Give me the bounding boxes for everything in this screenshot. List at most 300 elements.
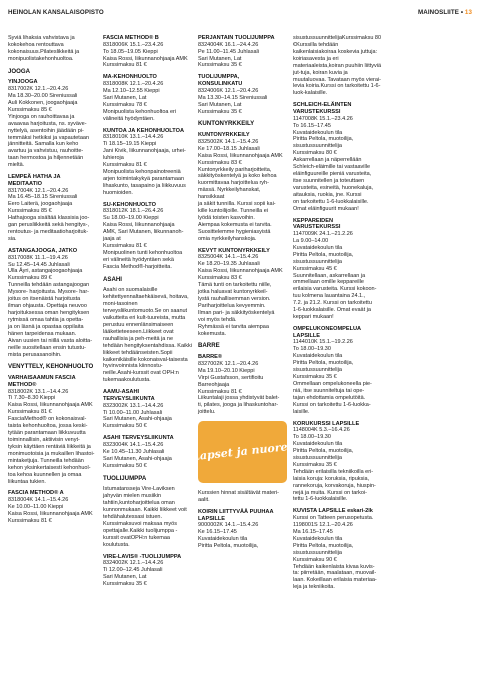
course-line: niä, itse suunniteltuja tai ope- (293, 387, 365, 394)
course-line: sisustussuunnittelija (293, 35, 342, 41)
course-line: 1148004K 5.3.–16.4.26 (293, 427, 350, 434)
course-line: omia nyrkkeilyhanskoja. (198, 235, 257, 242)
course-line: 8325002K 14.1.–15.4.26 (198, 138, 259, 145)
course-line: sisustussuunnittelija (293, 258, 342, 265)
course-line: Ma 12.10–12.55 Kieppi (103, 88, 160, 95)
course-line: sisustussuunnittelija (293, 549, 342, 556)
course-line: laan. Kokeillaan erilaisia materiaa- (293, 577, 377, 584)
course-line: Jani Kivik, liikunnanohjaaja, urhei- (103, 148, 186, 155)
course-line: 8317004K 12.1.–20.4.26 (8, 187, 69, 194)
course-line: Kurssimaksu 80 € (293, 150, 337, 157)
course-block (8, 79, 97, 169)
column-1-top (8, 35, 97, 358)
course-line: Kaikki tuolijumppa -kurssit ovat (103, 527, 178, 541)
course-line: Ma 16.45–18.15 Sireniussali (8, 194, 78, 201)
course-line: hyvän mielen musiikin tahtiin, (103, 493, 162, 507)
course-line: 8318010K 13.1.–14.4.26 (103, 134, 164, 141)
course-line: Kaisa Rossi, liikunnanohjaaja AMK (198, 268, 283, 275)
column-4 (293, 35, 382, 596)
paragraph (198, 490, 287, 504)
course-line: Kaisa Rossi, liikunnanohjaaja AMK (198, 152, 283, 159)
course-line: Kurssimaksu 50 € (103, 462, 147, 469)
course-line: tajan ehdottamia ompelutöitä. (293, 394, 366, 401)
course-line: luovaa. Tavataan myös vierai- (308, 76, 381, 83)
course-block (103, 554, 192, 588)
course-line: tuureista, mutta perustuu ennen (103, 314, 186, 328)
course-line: 1144010K 15.1.–19.2.26 (293, 339, 353, 346)
course-line: Piritta Peltola, muotoilija, (293, 251, 354, 258)
course-title: KONSULINKATU (198, 81, 243, 88)
course-line: sisustussuunnittelija (293, 454, 342, 461)
course-line: Barreohjaaja (198, 381, 230, 388)
course-line: Kuvataidekoulun tila (293, 441, 343, 448)
course-line: Askarrellaan ja näperrellään (293, 157, 362, 164)
column-1-bottom (8, 363, 97, 524)
course-line: Tehdään kaikenlaista kivaa kuvis- (293, 563, 375, 570)
course-line: joitus on itsenäistä harjoitusta (8, 296, 81, 303)
course-line: seisten. (141, 349, 161, 356)
section-heading: JOOGA (8, 67, 31, 75)
course-line: Kurssimaksu 80 € (293, 35, 382, 48)
course-line: Ilman pari- ja säkkityöskentelyä (198, 309, 275, 316)
course-line: Ma 16.15–17.45 (293, 528, 333, 535)
course-block (8, 490, 97, 524)
course-title: VARUSTEKURSSI (293, 224, 341, 231)
course-line: kehonhuoltoa. (38, 55, 74, 62)
course-line: Piritta Peltola, muotoilija, (198, 543, 259, 550)
course-line: avaavaa harjoitusta, ns. syväve- (8, 120, 87, 127)
course-line: halutessasi istuen. Kurssimaksu (103, 514, 163, 527)
course-line: AMK, Sari Mutanen, liikunnanoh- (103, 229, 184, 236)
course-title: AAMU-ASAHI (103, 389, 140, 396)
course-line: ta: piirretään, maalataan, muovail- (293, 570, 377, 577)
course-line: La 9.00–14.00 (293, 237, 329, 244)
course-line: säkkityöskentelyä ja koko kehoa (198, 173, 277, 180)
course-line: Kaisa Rossi, liikunnanohjaaja AMK (103, 55, 188, 62)
course-line: Ke 16.15–17.45 (198, 529, 237, 536)
course-line: Istumatansseja Vire-Laviksen ja (103, 486, 175, 500)
course-title: SCHLEICH-ELÄINTEN (293, 102, 352, 109)
course-line: kuntoharjoittelua oman kunnon (103, 500, 175, 514)
course-title: VARUSTEKURSSI (293, 109, 341, 115)
course-line: huomioiden. (103, 189, 133, 196)
course-line: Fascia Method®-harjoitteita. (103, 263, 172, 270)
course-line: tuja, koiran kuvia ja muuta (293, 69, 348, 83)
course-line: neille suositellaan ensin tutustu- (8, 344, 86, 351)
course-line: 1198001S 12.1.–20.4.26 (293, 522, 353, 529)
course-line: mukaan. Kaikki liikkeet voit tehdä (103, 507, 187, 521)
paragraph (103, 287, 192, 384)
page-header (8, 9, 472, 35)
course-title: BARRE® (198, 354, 223, 361)
course-title: SU-KEHONHUOLTO (103, 201, 156, 208)
course-line: 8318006K 15.1.–23.4.26 (103, 41, 164, 48)
course-line: lystä rauhallisemman version. (198, 295, 271, 302)
course-line: joittelu. (198, 409, 216, 416)
course-line: Sari Mutanen, Lat (103, 94, 147, 101)
course-line: gan perusliikkeitä sekä hengitys-, (8, 222, 90, 229)
course-line: kille kuntoilijoille. Tunneilla ei (198, 208, 269, 215)
course-line: Ke 10.00–11.00 Kieppi (8, 504, 64, 511)
course-title: LEMPEÄ HATHA JA (8, 174, 61, 181)
course-line: 8323002K 13.1.–14.4.26 (103, 402, 164, 409)
course-block (293, 326, 382, 416)
course-line: Sari Mutanen, Lat (198, 101, 242, 108)
course-line: hänen tarpeidensa mukaan. (8, 330, 77, 337)
course-title: VARHAISAAMUN FASCIA (8, 375, 76, 382)
course-line: Kurssimaksu 81 € (8, 517, 52, 524)
course-line: Schleich-eläimille tai vastaaville (293, 164, 371, 171)
course-line: Kurssimaksu 83 € (198, 159, 242, 166)
paragraph (103, 486, 192, 548)
course-line: 8325004K 14.1.–15.4.26 (198, 254, 259, 261)
course-line: Kurssimaksu 50 € (103, 423, 147, 430)
course-title: TERVEYSLIIKUNTA (103, 395, 155, 402)
course-line: Kurssimaksu 89 € (8, 275, 52, 282)
course-title: METHOD® (8, 381, 37, 388)
course-line: Kuvataidekoulun tila (293, 129, 343, 136)
course-line: Sopii kaikenikäisille kokonaisval- (103, 349, 173, 363)
course-line: leja ja tekniikoita. (293, 584, 335, 591)
course-block (198, 132, 287, 243)
course-line: Ke 10.45–11.30 Juhlasali (103, 448, 165, 455)
course-line: OPH:n tukemaa koulutusta. (103, 534, 170, 548)
section-heading: VENYTTELY, KEHONHUOLTO (8, 363, 94, 371)
course-line: 1147008K 15.1.–23.4.26 (293, 115, 353, 122)
course-title: PERJANTAIN TUOLIJUMPPA (198, 35, 275, 41)
course-line: luhieroja (103, 155, 124, 162)
course-line: toa kehoa kuunnellen ja omaa (8, 471, 82, 478)
course-line: Eero Laiterä, joogaohjaaja (8, 201, 73, 208)
course-line: Ti 18.15–19.15 Kieppi (103, 141, 157, 148)
course-line: rannekoruja, korvakoruja, hiuspin- (293, 482, 376, 489)
course-line: Tämä tunti on tarkoitettu niille, (198, 282, 272, 289)
course-line: jotka haluavat kuntonyrkkeil- (198, 289, 268, 295)
course-line: kehoa rentouttava kokonaisuus. (8, 41, 64, 55)
course-line: ti, pilates, jooga ja lihaskuntohar- (198, 402, 279, 409)
course-line: Se on saanut vaikutteita eri kult- (103, 308, 188, 321)
course-block (8, 174, 97, 243)
course-line: aalit. (198, 497, 210, 504)
course-line: Kurssimaksu 81 € (8, 409, 52, 416)
course-line: Kurssimaksu 81 € (103, 242, 147, 249)
course-title: OMPELUKONEOMPELUA (293, 326, 362, 332)
course-title: FASCIA METHOD® A (8, 490, 64, 497)
course-line: 8318008K 12.1.–20.4.26 (103, 81, 164, 88)
course-line: temmäksi hetkiksi ja vapautetaan (8, 134, 90, 141)
course-line: Pilateslikkeitä ja monipuolista (8, 48, 80, 62)
course-line: Kurssimaksu 85 € (8, 106, 52, 113)
course-line: koiraa koskevia juttuja: koiria (293, 48, 378, 62)
course-line: mieltä. (8, 162, 25, 169)
course-line: Syviä lihaksia vahvistava ja koko (8, 35, 75, 48)
course-line: Hathajooga sisältää klassisia joo- (8, 215, 90, 222)
course-line: ja on läsnä ja opastaa oppilaita (8, 323, 84, 330)
course-title: FASCIA METHOD® B (103, 35, 159, 41)
paragraph (293, 35, 382, 97)
paragraph (8, 35, 97, 63)
course-line: 9000002K 14.1.–15.4.26 (198, 522, 259, 529)
supplement-label: MAINOSLIITE (418, 9, 459, 16)
course-line: Su 12.45–14.45 Juhlasali (8, 261, 70, 268)
course-line: kokemusta. (198, 330, 227, 337)
course-line: neille. (103, 370, 118, 377)
course-line: tuu kolmena lauantaina 24.1., (293, 293, 366, 300)
course-line: Piritta Peltola, muotoilija, (293, 448, 354, 455)
course-line: rytmissä omaa tahtia ja opetta- (8, 316, 84, 323)
course-line: Kuvataidekoulun tila (198, 536, 248, 543)
section-heading: BARRE (198, 342, 220, 350)
course-line: Kurssimaksu 45 € (293, 265, 337, 272)
course-line: on tarkoitettu 1-6-luokkalaisille. (293, 198, 369, 205)
course-line: arjen toimintakykyä parantamaan (103, 175, 185, 182)
course-line: Ti 10.00–11.00 Juhlasali (103, 409, 163, 416)
course-line: Piritta Peltola, muotoilija, (293, 542, 354, 549)
course-line: avartuu ja vahvistuu, rauhoitte- (8, 148, 84, 155)
course-line: voi maksaa myös opettajalle. (103, 520, 177, 534)
course-line: ennaltaehkäisevä, hoitava, moni- (103, 294, 189, 308)
course-line: nejä ja muita. Kurssi on tarkoi- (293, 489, 367, 496)
course-line: Liikkeet ovat rauhallisia ja peh- (103, 328, 174, 342)
course-line: Omat eläinfiguurit mukaan! (293, 205, 359, 212)
text-columns (8, 35, 472, 596)
course-line: Sari Mutanen, Asahi-ohjaaja (103, 416, 172, 423)
course-title: LAPSILLE (293, 332, 321, 339)
course-line: Kurssimaksu 78 € (103, 101, 147, 108)
course-line: toiminnallisin, aktiivisin venyt- (8, 436, 80, 443)
course-line: välineitä hyödyntäen. (103, 115, 155, 122)
course-block (8, 248, 97, 359)
course-line: Sari Mutanen, Lat (103, 574, 147, 581)
course-line: Kurssimaksu 81 € (103, 162, 147, 169)
course-block (198, 248, 287, 338)
course-line: To 18.00–19.30 (293, 346, 331, 353)
course-line: Tunneilla tehdään astangajoogan (8, 282, 90, 289)
course-line: Ulla Äyri, astangajoogaohjaaja (8, 268, 83, 275)
course-line: kuormittavaa harjoittelua ryh- (198, 180, 269, 187)
course-block (103, 202, 192, 271)
course-line: Tehdään erilaisilla tekniikoilla eri- (293, 468, 374, 475)
course-line: Ti 12.00–12.45 Juhlasali (103, 567, 163, 574)
section-heading: KUNTONYRKKEILY (198, 120, 255, 128)
course-line: Kurssimaksu 83 € (198, 275, 242, 282)
course-line: 8324006K 12.1.–20.4.26 (198, 87, 259, 94)
course-line: liikuntaa tukien. (8, 478, 46, 485)
course-line: jännitteitä. Samalla kun keho (8, 141, 79, 148)
course-block (293, 421, 382, 504)
course-line: Sari Mutanen, Asahi-ohjaaja (103, 455, 172, 462)
course-block (8, 375, 97, 485)
course-line: länsimaiseen lääketieteeseen. (103, 321, 174, 335)
course-title: ASAHI TERVEYSLIIKUNTA (103, 435, 174, 442)
course-line: To 18.00–19.30 (293, 434, 331, 441)
course-line: Ma 18.30–20.00 Sireniussali (8, 92, 78, 99)
course-line: Kurssi on tarkoitettu 1-6-luokka- (293, 401, 371, 408)
course-line: Kuvataidekoulun tila (293, 535, 343, 542)
course-line: Sari Mutanen, Lat (198, 55, 242, 62)
course-line: tytään parantamaan liikkuvuutta (8, 430, 86, 437)
column-3 (191, 35, 294, 596)
course-block (293, 102, 382, 212)
section-heading: ASAHI (103, 275, 122, 283)
course-block (198, 354, 287, 416)
course-line: 1-6-luokkalaisille. Omat evaät ja (293, 307, 371, 314)
course-line: Kaisa Rossi, liikunnanohjaaja (103, 222, 175, 229)
course-line: Virpi Gustafsson, sertifioitu (198, 374, 264, 381)
course-line: Kurssien hinnat sisältävät materi- (198, 490, 280, 497)
course-line: koulutusta. (124, 377, 151, 384)
course-line: 8317002K 12.1.–20.4.26 (8, 86, 69, 93)
course-line: varusteita, esineitä, huonekaluja, (293, 184, 374, 191)
course-line: Kuntonyrkkeily pariharjoitteita, (198, 166, 272, 173)
course-title: KOIRIN LIITTYVÄÄ PUUHAA (198, 509, 274, 516)
course-title: KORUKURSSI LAPSILLE (293, 420, 360, 427)
section-heading: TUOLIJUMPPA (103, 474, 147, 482)
course-line: koiran puuhiin liittyviä jut- (293, 62, 382, 76)
course-line: taista kehonhuoltoa, jossa keski- (8, 423, 88, 430)
course-line: 1147009K 24.1.–21.2.26 (293, 231, 353, 238)
course-block (103, 389, 192, 430)
course-block (198, 74, 287, 115)
course-line: Kurssimaksu 35 € (198, 108, 242, 115)
course-line: aitauksia, ruokia, jne. Kurssi (293, 191, 362, 198)
course-block (293, 218, 382, 321)
course-line: Kurssimaksu 81 € (103, 62, 147, 69)
course-block (103, 128, 192, 197)
course-line: Yinjooga on rauhoittavaa ja (8, 113, 75, 120)
page-label (418, 9, 472, 16)
banner-text: Lapset ja nuoret (191, 440, 294, 464)
course-line: Asahi-kurssit ovat OPH:n tukemaa (103, 370, 179, 384)
course-line: 7.2. ja 21.2. Kurssi on tarkoitettu (293, 300, 372, 307)
course-line: rentoutus- ja meditaatioharjoituk- (8, 229, 89, 236)
course-line: 8318012K 18.1.–26.4.26 (103, 208, 164, 215)
course-title: LAPSILLE (198, 515, 226, 522)
course-line: Kurssimaksu 90 € (293, 556, 337, 563)
course-line: laisille. (293, 408, 310, 415)
course-line: Kurssilla tehdään kaikenlaisia (293, 41, 339, 55)
course-title: MA-KEHONHUOLTO (103, 74, 157, 81)
course-line: Ti 7.30–8.30 Kieppi (8, 395, 56, 402)
course-line: tettu 1-6-luokkalaisille. (293, 496, 348, 503)
course-line: Su 18.00–19.00 Kieppi (103, 215, 159, 222)
course-title: KEPPAREIDEN (293, 217, 333, 224)
course-line: taisesta hyvinvoinnista kiinnostu- (103, 356, 188, 370)
course-line: mista perusasanoihin. (8, 351, 62, 358)
course-line: Kuvataidekoulun tila (293, 353, 343, 360)
course-line: jaaja at (103, 236, 121, 243)
course-line: tyksin käyttäen rentäviä liikkeitä ja (8, 443, 91, 450)
column-1 (8, 35, 97, 596)
course-line: ilman ohjausta. Opettaja neuvoo (8, 303, 87, 310)
publisher-name: HEINOLAN KANSALAISOPISTO (8, 9, 104, 16)
course-block (103, 435, 192, 469)
course-line: tahdissa. Kaikki liikkeet tehdään (103, 342, 192, 356)
course-line: Kurssimaksu 35 € (293, 374, 337, 381)
course-line: sisustussuunnittelija (293, 143, 342, 150)
course-title: KUNTONYRKKEILY (198, 132, 250, 139)
course-line: Kurssimaksu 35 € (293, 461, 337, 468)
course-line: Kurssi on Tatteen perusopetusta. (293, 515, 374, 522)
course-line: Kaisa Rossi, liikunnanohjaaja AMK (8, 402, 93, 409)
course-line: Suosittelemme hygieniasyistä (198, 228, 271, 235)
course-line: savesta ja eri materiaaleista, (293, 55, 339, 69)
course-line: Auli Kokkonen, joogaohjaaja (8, 99, 78, 106)
course-block (198, 35, 287, 69)
course-line: Ke 18.20–19.35 Juhlasali (198, 261, 260, 268)
course-line: lyödä toisten kasvoihin. (198, 215, 255, 221)
course-line: Pe 11.00–11.45 Juhlasali (198, 48, 259, 55)
course-line: Kurssimaksu 85 € (8, 208, 52, 215)
course-title: KEVYT KUNTONYRKKEILY (198, 247, 270, 254)
course-line: Piritta Peltola, muotoilija, (293, 360, 354, 367)
course-line: FasciaMethod® on kokonaisval- (8, 416, 87, 423)
course-block (103, 35, 192, 69)
page-separator: • (460, 9, 465, 16)
course-line: nyttelyä, asentoihin jäädään pi- (8, 127, 84, 134)
course-line: Ryhmässä ei tarvita aiempaa (198, 323, 269, 330)
course-title: TUOLIJUMPPA, (198, 74, 240, 81)
course-line: Asahi on suomalaisille kehitetty (103, 287, 158, 301)
course-line: Aivan uusien tai niillä vasta aloitta- (8, 337, 93, 344)
course-line: Kurssimaksu 35 € (103, 581, 147, 588)
course-line: meitä ja ne tehdään hengityksen (103, 335, 174, 349)
course-line: ommellaan omille keppareille (293, 279, 364, 286)
course-block (293, 508, 382, 591)
course-line: lihaskunto, tasapaino ja liikkuvuus (103, 182, 186, 189)
course-line: mässä. Nyrkkeilyhanskat, hansikkaat (198, 187, 261, 201)
course-line: Monipuolinen tunti kehonhuoltoa (103, 249, 183, 256)
course-line: 8327002K 12.1.–20.4.26 (198, 360, 259, 367)
course-line: Suunnitellaan, askarrellaan ja (293, 272, 366, 279)
course-line: erilaisia varusteita. Kurssi kokoon- (293, 286, 377, 293)
course-line: 8324004K 16.1.–24.4.26 (198, 41, 259, 48)
course-line: taan hermostoa ja hiljennetään (8, 155, 84, 162)
course-line: 8318004K 14.1.–15.4.26 (8, 497, 69, 504)
course-line: 8318002K 13.1.–14.4.26 (8, 388, 69, 395)
course-line: Kurssimaksu 81 € (198, 388, 242, 395)
course-line: Ma 13.30–14.15 Sireniussali (198, 94, 268, 101)
course-line: voi myös tehdä. (198, 316, 237, 323)
course-title: VIRE-LAVIS® -TUOLIJUMPPA (103, 553, 182, 560)
course-line: Kuvataidekoulun tila (293, 244, 343, 251)
course-line: harjoituksessa oman hengityksen (8, 309, 90, 316)
course-line: To 16.15–17.45 (293, 122, 331, 129)
course-title: MEDITAATIO (8, 180, 42, 187)
course-line: Pariharjoittelua kevyemmin. (198, 302, 266, 309)
course-line: eri välineitä hyödyntäen sekä (103, 256, 174, 263)
course-line: Mysore- harjoitusta. Mysore- har- (8, 289, 89, 296)
course-line: Monipuolista kehonhuoltoa eri (103, 108, 177, 115)
course-line: Piritta Peltola, muotoilija, (293, 136, 354, 143)
page-number: 13 (464, 9, 472, 16)
course-line: Ommellaan ompelukoneella pie- (293, 380, 372, 387)
course-line: Ma 19.10–20.10 Kieppi (198, 367, 255, 374)
course-line: 8317008K 11.1.–19.4.26 (8, 254, 68, 261)
course-line: itse suunnitellen ja toteuttaen (293, 178, 365, 184)
course-line: eläinfiguureille pieniä varusteita, (293, 171, 372, 178)
course-line: Kurssi on tarkoitettu 1-6-luok- (293, 83, 381, 97)
course-line: mintaketjuja. Tunneilla tehdään (8, 457, 84, 464)
course-line: To 18.05–19.05 Kieppi (103, 48, 158, 55)
course-line: sia. (8, 235, 17, 242)
column-2 (103, 35, 192, 596)
course-line: ja säkit tunnilla. Kurssi sopii kai- (198, 201, 276, 208)
course-line: Monipuolista kehonpainotreeniä (103, 168, 181, 175)
course-line: Ke 17.00–18.15 Juhlasali (198, 145, 260, 152)
course-line: tasoinen terveysliikuntomuoto. (103, 301, 155, 315)
course-line: keppari mukaan! (293, 314, 334, 321)
